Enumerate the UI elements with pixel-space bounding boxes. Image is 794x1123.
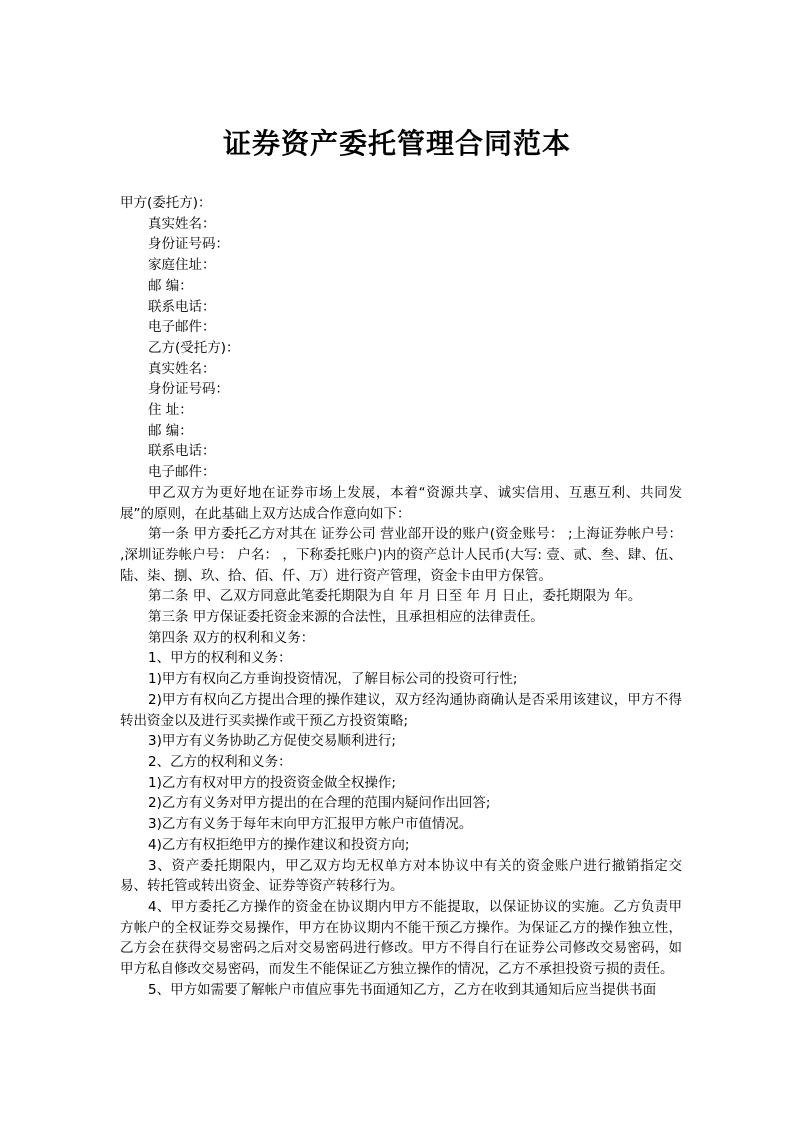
party-b-right-3: 3)乙方有义务于每年末向甲方汇报甲方帐户市值情况。 (148, 816, 473, 833)
party-a-rights-heading: 1、甲方的权利和义务： (148, 650, 292, 667)
party-a-right-2: 2)甲方有权向乙方提出合理的操作建议，双方经沟通协商确认是否采用该建议，甲方不得转出资金以及进行买卖操作或干预乙方投资策略; (120, 691, 682, 729)
intro-paragraph: 甲乙双方为更好地在证券市场上发展，本着“资源共享、诚实信用、互惠互利、共同发展”的原则，在此基础上双方达成合作意向如下： (120, 484, 682, 522)
article-4: 第四条 双方的权利和义务： (148, 629, 315, 646)
party-b-postcode: 邮 编： (148, 422, 193, 439)
clause-3: 3、资产委托期限内，甲乙双方均无权单方对本协议中有关的资金账户进行撤销指定交易、转托管或转出资金、证券等资产转移行为。 (120, 857, 682, 895)
party-b-address: 住 址： (148, 402, 193, 419)
document-body (120, 193, 682, 1000)
clause-5: 5、甲方如需要了解帐户市值应事先书面通知乙方，乙方在收到其通知后应当提供书面 (148, 981, 657, 998)
party-a-email: 电子邮件： (148, 319, 216, 336)
party-b-email: 电子邮件： (148, 464, 216, 481)
party-b-right-4: 4)乙方有权拒绝甲方的操作建议和投资方向; (148, 836, 410, 853)
party-a-right-3: 3)甲方有义务协助乙方促使交易顺利进行; (148, 733, 396, 750)
party-b-heading: 乙方(受托方)： (148, 339, 240, 356)
article-3: 第三条 甲方保证委托资金来源的合法性，且承担相应的法律责任。 (148, 609, 544, 626)
party-b-right-2: 2)乙方有义务对甲方提出的在合理的范围内疑问作出回答; (148, 795, 491, 812)
party-b-right-1: 1)乙方有权对甲方的投资资金做全权操作; (148, 774, 396, 791)
party-a-postcode: 邮 编： (148, 277, 193, 294)
document-title: 证券资产委托管理合同范本 (222, 127, 571, 160)
party-a-address: 家庭住址： (148, 257, 216, 274)
party-a-id: 身份证号码： (148, 236, 229, 253)
party-a-phone: 联系电话： (148, 298, 216, 315)
party-b-id: 身份证号码： (148, 381, 229, 398)
party-b-phone: 联系电话： (148, 443, 216, 460)
party-a-right-1: 1)甲方有权向乙方垂询投资情况，了解目标公司的投资可行性; (148, 671, 518, 688)
party-b-rights-heading: 2、乙方的权利和义务： (148, 753, 292, 770)
party-b-name: 真实姓名： (148, 360, 216, 377)
clause-4: 4、甲方委托乙方操作的资金在协议期内甲方不能提取，以保证协议的实施。乙方负责甲方帐户的全权证券交易操作，甲方在协议期内不能干预乙方操作。为保证乙方的操作独立性，乙方会在获得交易密码之后对交易密码进行修改。甲方不得自行在证券公司修改交易密码，如甲方私自修改交易密码，而发生不能保证乙方独立操作的情况，乙方不承担投资亏损的责任。 (120, 898, 682, 978)
party-a-name: 真实姓名： (148, 215, 216, 232)
party-a-heading: 甲方(委托方)： (120, 195, 212, 211)
article-2: 第二条 甲、乙双方同意此笔委托期限为自 年 月 日至 年 月 日止，委托期限为 年。 (148, 588, 642, 605)
article-1: 第一条 甲方委托乙方对其在 证券公司 营业部开设的账户(资金账号： ;上海证券帐户号： ,深圳证券帐户号： 户名： ，下称委托账户)内的资产总计人民币(大写: 壹、贰、叁、肆、伍、陆、柒、捌、玖、拾、佰、仟、万）进行资产管理，资金卡由甲方保管。 (120, 526, 682, 584)
